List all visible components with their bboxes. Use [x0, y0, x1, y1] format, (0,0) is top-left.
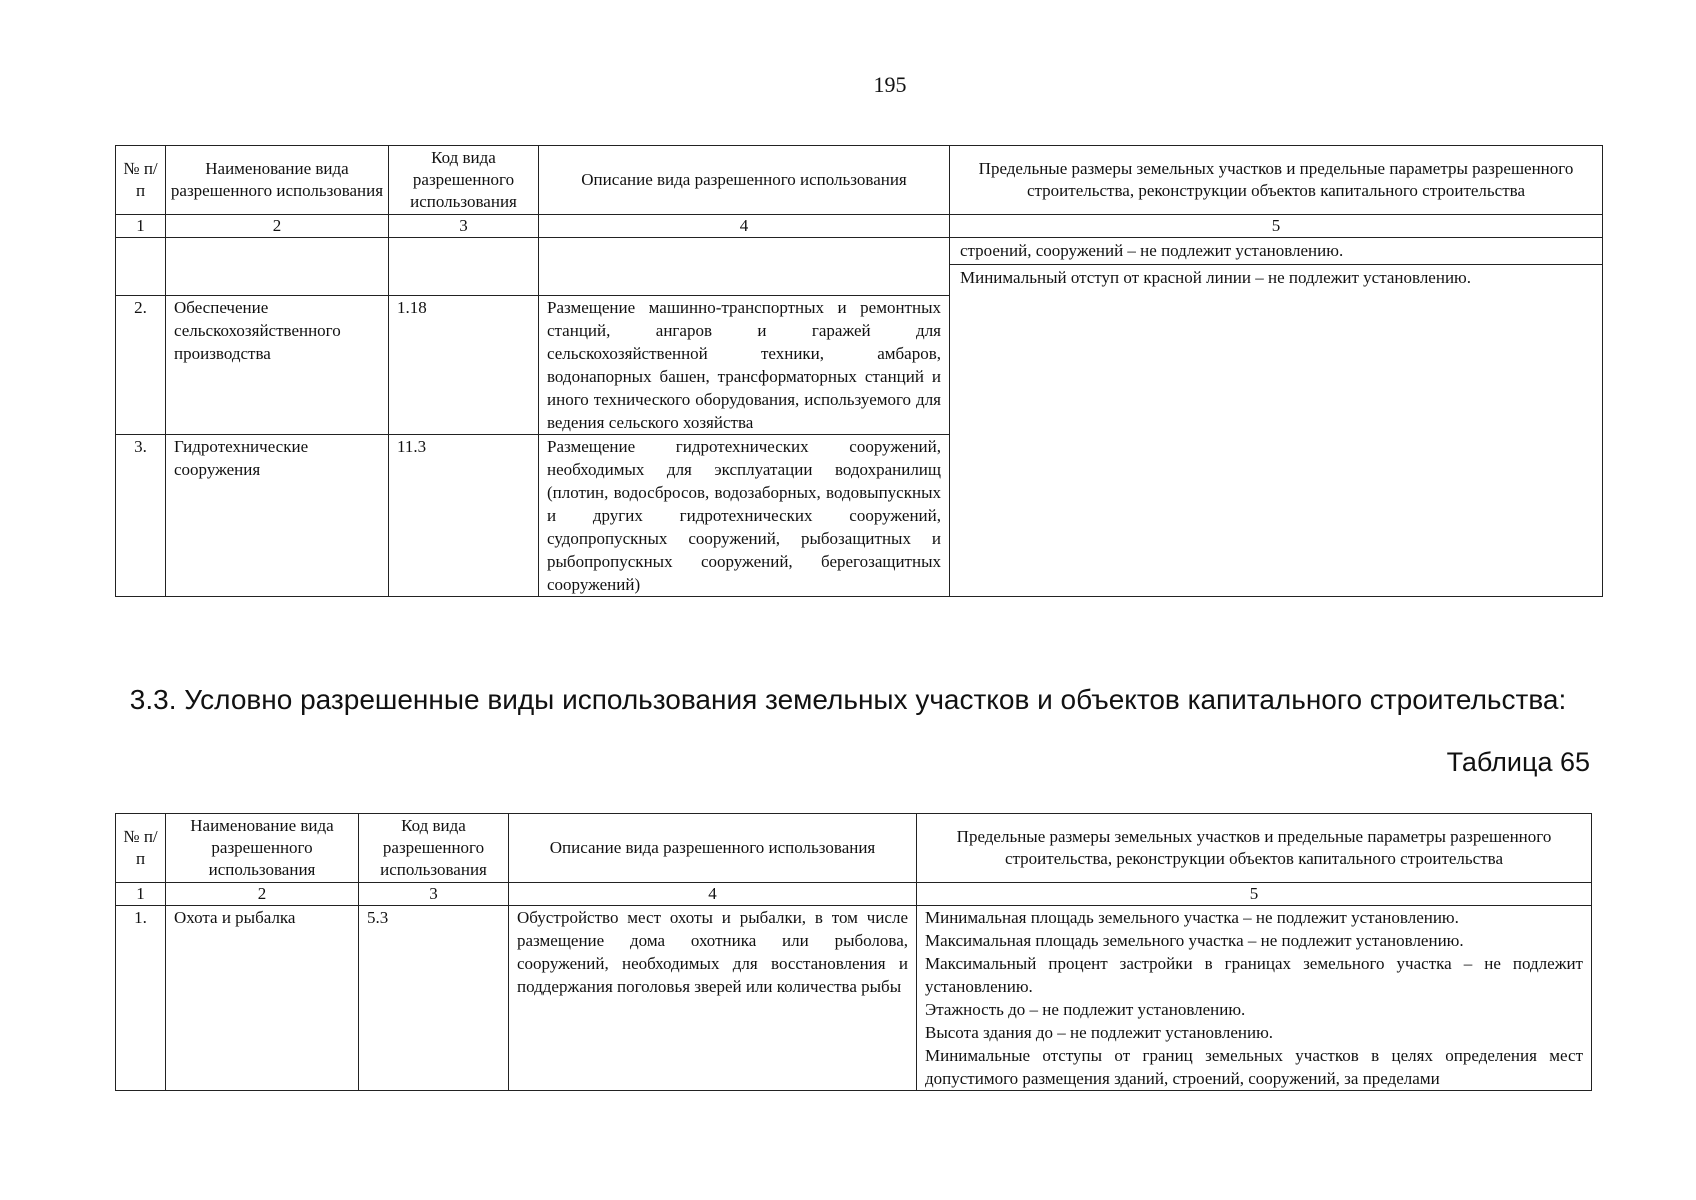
parameter-line: строений, сооружений – не подлежит установлению. [950, 238, 1602, 265]
section-heading: 3.3. Условно разрешенные виды использования земельных участков и объектов капитального строительства: [129, 684, 1567, 715]
column-number: 4 [539, 215, 950, 238]
use-description: Размещение гидротехнических сооружений, необходимых для эксплуатации водохранилищ (плотин, водосбросов, водозаборных, водовыпускных и других гидротехнических сооружений, судопропускных сооружений, рыбозащитных и рыбопропускных сооружений, берегозащитных сооружений) [539, 435, 950, 597]
parameter-line: Минимальный отступ от красной линии – не подлежит установлению. [960, 268, 1471, 287]
header-use-code: Код вида разрешенного использования [389, 146, 539, 215]
parameter-line: Максимальный процент застройки в границах земельного участка – не подлежит установлению. [925, 954, 1583, 996]
column-number-row [116, 883, 1592, 906]
table-row-continuation [116, 238, 1603, 296]
parameter-line: Этажность до – не подлежит установлению. [925, 1000, 1246, 1019]
header-use-code: Код вида разрешенного использования [359, 814, 509, 883]
table-header-row [116, 814, 1592, 883]
table-header-row [116, 146, 1603, 215]
column-number: 5 [950, 215, 1603, 238]
column-number: 4 [509, 883, 917, 906]
header-parameters: Предельные размеры земельных участков и предельные параметры разрешенного строительства, реконструкции объектов капитального строительства [950, 146, 1603, 215]
column-number: 3 [389, 215, 539, 238]
header-use-name: Наименование вида разрешенного использования [166, 146, 389, 215]
column-number: 3 [359, 883, 509, 906]
parameter-line: Высота здания до – не подлежит установлению. [925, 1023, 1274, 1042]
row-number: 1. [116, 906, 166, 1091]
conditional-use-table [115, 813, 1592, 1091]
column-number: 1 [116, 883, 166, 906]
use-code: 11.3 [389, 435, 539, 597]
table-cell [116, 238, 166, 296]
use-description: Размещение машинно-транспортных и ремонтных станций, ангаров и гаражей для сельскохозяйственной техники, амбаров, водонапорных башен, трансформаторных станций и иного технического оборудования, используемого для ведения сельского хозяйства [539, 296, 950, 435]
table-cell [539, 238, 950, 296]
parameters-cell [950, 238, 1603, 597]
use-code: 1.18 [389, 296, 539, 435]
table-cell [166, 238, 389, 296]
table-cell [389, 238, 539, 296]
header-use-description: Описание вида разрешенного использования [539, 146, 950, 215]
parameters-cell [917, 906, 1592, 1091]
parameter-line: Максимальная площадь земельного участка – не подлежит установлению. [925, 931, 1464, 950]
header-use-description: Описание вида разрешенного использования [509, 814, 917, 883]
use-name: Охота и рыбалка [166, 906, 359, 1091]
permitted-use-table-continued [115, 145, 1603, 597]
table-caption: Таблица 65 [1446, 747, 1590, 777]
page-number: 195 [873, 72, 907, 97]
header-number: № п/п [116, 814, 166, 883]
header-use-name: Наименование вида разрешенного использования [166, 814, 359, 883]
column-number: 1 [116, 215, 166, 238]
use-name: Гидротехнические сооружения [166, 435, 389, 597]
header-parameters: Предельные размеры земельных участков и предельные параметры разрешенного строительства, реконструкции объектов капитального строительства [917, 814, 1592, 883]
column-number: 5 [917, 883, 1592, 906]
parameter-line: Минимальные отступы от границ земельных участков в целях определения мест допустимого размещения зданий, строений, сооружений, за пределами [925, 1046, 1583, 1088]
use-code: 5.3 [359, 906, 509, 1091]
parameter-line: Минимальная площадь земельного участка – не подлежит установлению. [925, 908, 1459, 927]
row-number: 2. [116, 296, 166, 435]
row-number: 3. [116, 435, 166, 597]
table-row [116, 906, 1592, 1091]
column-number: 2 [166, 215, 389, 238]
column-number-row [116, 215, 1603, 238]
header-number: № п/п [116, 146, 166, 215]
column-number: 2 [166, 883, 359, 906]
use-name: Обеспечение сельскохозяйственного производства [166, 296, 389, 435]
use-description: Обустройство мест охоты и рыбалки, в том числе размещение дома охотника или рыболова, сооружений, необходимых для восстановления и поддержания поголовья зверей или количества рыбы [509, 906, 917, 1091]
